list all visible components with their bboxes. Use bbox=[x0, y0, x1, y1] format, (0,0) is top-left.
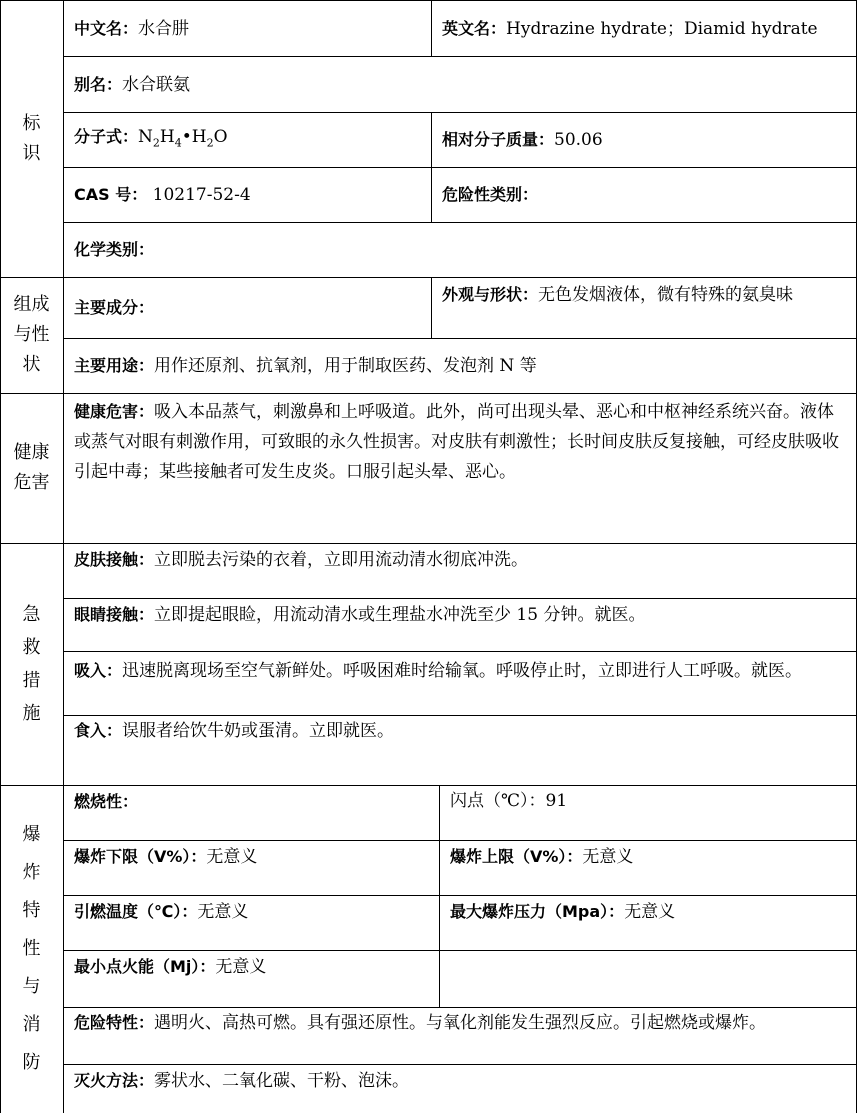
ignition-temp-label: 引燃温度（℃）： bbox=[74, 902, 198, 921]
upper-explosive-limit-cell bbox=[440, 841, 856, 895]
min-energy-value: 无意义 bbox=[215, 957, 267, 977]
molecular-weight-cell bbox=[432, 113, 856, 167]
max-pressure-cell bbox=[440, 896, 856, 950]
section-label-explosion: 爆炸特性与消防 bbox=[22, 824, 41, 1073]
ignition-temp-cell bbox=[64, 896, 439, 950]
section-label-composition: 组成与性状 bbox=[13, 294, 50, 375]
eye-contact-text: 立即提起眼睑，用流动清水或生理盐水冲洗至少 15 分钟。就医。 bbox=[154, 605, 646, 625]
alias-value: 水合联氨 bbox=[122, 74, 191, 95]
skin-contact-cell bbox=[64, 544, 856, 598]
lel-label: 爆炸下限（V%）： bbox=[74, 847, 207, 866]
appearance-value: 无色发烟液体，微有特殊的氨臭味 bbox=[538, 285, 794, 305]
health-hazard-label: 健康危害： bbox=[74, 402, 155, 421]
section-label-identification: 标识 bbox=[22, 112, 41, 164]
ignition-temp-value: 无意义 bbox=[197, 902, 249, 922]
flash-point-cell bbox=[440, 786, 856, 840]
extinguishing-method-cell bbox=[64, 1065, 856, 1113]
en-name-value: Hydrazine hydrate；Diamid hydrate bbox=[506, 18, 818, 39]
formula-cell bbox=[64, 113, 431, 167]
empty-cell bbox=[440, 951, 856, 1007]
hazard-class-label: 危险性类别： bbox=[442, 185, 539, 204]
skin-contact-text: 立即脱去污染的衣着，立即用流动清水彻底冲洗。 bbox=[154, 550, 529, 570]
health-hazard-cell bbox=[64, 394, 856, 543]
health-hazard-text: 吸入本品蒸气，刺激鼻和上呼吸道。此外，尚可出现头晕、恶心和中枢神经系统兴奋。液体或蒸气对眼有刺激作用，可致眼的永久性损害。对皮肤有刺激性；长时间皮肤反复接触，可经皮肤吸收引起中毒；某些接触者可发生皮炎。口服引起头晕、恶心。 bbox=[74, 402, 839, 482]
appearance-cell bbox=[432, 278, 856, 338]
extinguishing-label: 灭火方法： bbox=[74, 1071, 155, 1090]
chem-class-cell bbox=[64, 223, 856, 277]
min-ignition-energy-cell bbox=[64, 951, 439, 1007]
chem-class-label: 化学类别： bbox=[74, 240, 155, 259]
skin-contact-label: 皮肤接触： bbox=[74, 550, 155, 569]
lel-value: 无意义 bbox=[206, 847, 258, 867]
hazard-property-label: 危险特性： bbox=[74, 1013, 155, 1032]
use-label: 主要用途： bbox=[74, 356, 155, 375]
en-name-label: 英文名： bbox=[442, 18, 507, 38]
inhalation-cell bbox=[64, 652, 856, 715]
alias-cell bbox=[64, 57, 856, 112]
ingestion-label: 食入： bbox=[74, 721, 123, 740]
cas-value: 10217-52-4 bbox=[147, 185, 251, 205]
ingestion-cell bbox=[64, 716, 856, 785]
uel-label: 爆炸上限（V%）： bbox=[450, 847, 583, 866]
main-component-cell bbox=[64, 278, 431, 338]
section-label-health: 健康危害 bbox=[13, 442, 50, 493]
cn-name-cell bbox=[64, 1, 431, 56]
max-pressure-value: 无意义 bbox=[624, 902, 676, 922]
uel-value: 无意义 bbox=[582, 847, 634, 867]
use-cell bbox=[64, 339, 856, 393]
hazard-property-text: 遇明火、高热可燃。具有强还原性。与氧化剂能发生强烈反应。引起燃烧或爆炸。 bbox=[154, 1013, 767, 1033]
hazard-property-cell bbox=[64, 1008, 856, 1064]
mw-label: 相对分子质量： bbox=[442, 130, 555, 149]
cas-label: CAS 号： bbox=[74, 185, 148, 204]
formula-label: 分子式： bbox=[74, 127, 139, 147]
ingestion-text: 误服者给饮牛奶或蛋清。立即就医。 bbox=[122, 721, 395, 741]
eye-contact-cell bbox=[64, 599, 856, 651]
inhalation-label: 吸入： bbox=[74, 661, 123, 680]
hazard-class-cell bbox=[432, 168, 856, 222]
formula-value: $N_2H_4•H_2O$ bbox=[138, 127, 228, 150]
max-pressure-label: 最大爆炸压力（Mpa）： bbox=[450, 902, 625, 921]
cn-name-label: 中文名： bbox=[74, 18, 139, 38]
main-component-label: 主要成分： bbox=[74, 298, 155, 317]
cn-name-value: 水合肼 bbox=[138, 18, 190, 39]
mw-value: 50.06 bbox=[554, 130, 603, 150]
extinguishing-text: 雾状水、二氧化碳、干粉、泡沫。 bbox=[154, 1071, 410, 1091]
flammability-cell bbox=[64, 786, 439, 840]
use-value: 用作还原剂、抗氧剂，用于制取医药、发泡剂 N 等 bbox=[154, 356, 537, 376]
min-energy-label: 最小点火能（Mj）： bbox=[74, 957, 216, 976]
appearance-label: 外观与形状： bbox=[442, 285, 539, 304]
alias-label: 别名： bbox=[74, 74, 123, 94]
lower-explosive-limit-cell bbox=[64, 841, 439, 895]
flammability-label: 燃烧性： bbox=[74, 792, 139, 811]
flash-point-text: 闪点（℃）：91 bbox=[450, 791, 568, 811]
eye-contact-label: 眼睛接触： bbox=[74, 605, 155, 624]
en-name-cell bbox=[432, 1, 856, 56]
section-label-first-aid: 急救措施 bbox=[22, 604, 41, 724]
inhalation-text: 迅速脱离现场至空气新鲜处。呼吸困难时给输氧。呼吸停止时，立即进行人工呼吸。就医。 bbox=[122, 661, 803, 681]
cas-cell bbox=[64, 168, 431, 222]
